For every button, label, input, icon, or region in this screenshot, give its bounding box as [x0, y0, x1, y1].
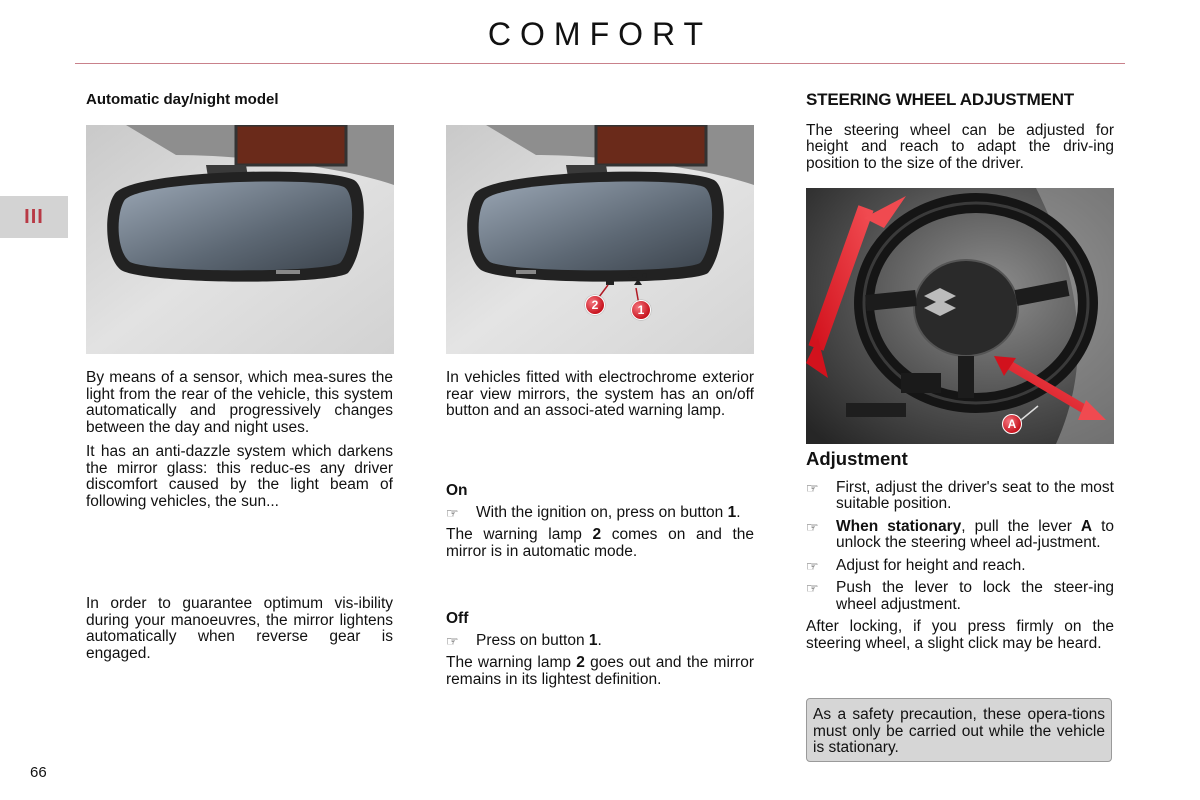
right-heading: STEERING WHEEL ADJUSTMENT [806, 90, 1074, 109]
off-paragraph: The warning lamp 2 goes out and the mirror remains in its lightest definition. [446, 654, 754, 688]
left-text [86, 370, 393, 518]
left-text-2 [86, 596, 393, 670]
adjust-bullet-4-text: Push the lever to lock the steer-ing wheel adjustment. [836, 579, 1114, 613]
auto-label: AUTO [628, 273, 648, 280]
adjust-bullet-2 [806, 519, 1114, 552]
right-intro: The steering wheel can be adjusted for height and reach to adapt the driv-ing position to the size of the driver. [806, 121, 1114, 172]
adjust-bullet-2-text: When stationary, pull the lever A to unlock the steering wheel ad-justment. [836, 517, 1115, 551]
on-heading: On [446, 482, 468, 499]
safety-note: As a safety precaution, these opera-tions must only be carried out while the vehicle is stationary. [806, 698, 1112, 762]
off-bullet [446, 633, 754, 650]
off-heading: Off [446, 610, 469, 627]
on-section [446, 483, 754, 568]
left-paragraph-2: It has an anti-dazzle system which darkens the mirror glass: this reduc-es any driver discomfort caused by the light beam of following vehicles, the sun... [86, 443, 393, 510]
adjust-bullet-4 [806, 580, 1114, 613]
page-title: COMFORT [487, 16, 713, 52]
pointing-hand-icon: ☞ [806, 580, 819, 596]
pointing-hand-icon: ☞ [446, 504, 459, 521]
adjust-bullet-1-text: First, adjust the driver's seat to the most suitable position. [836, 478, 1114, 512]
steering-wheel-image [806, 188, 1114, 444]
adjust-bullet-1 [806, 480, 1114, 513]
callout-2: 2 [585, 295, 605, 315]
on-paragraph: The warning lamp 2 comes on and the mirror is in automatic mode. [446, 526, 754, 560]
adjust-bullet-3-text: Adjust for height and reach. [836, 556, 1026, 574]
left-paragraph-3: In order to guarantee optimum vis-ibility during your manoeuvres, the mirror lightens automatically when reverse gear is engaged. [86, 595, 393, 662]
on-bullet-text: With the ignition on, press on button 1. [476, 503, 741, 521]
callout-1: 1 [631, 300, 651, 320]
pointing-hand-icon: ☞ [446, 632, 459, 649]
mirror-image-left [86, 125, 394, 354]
title-rule [75, 63, 1125, 64]
left-heading: Automatic day/night model [86, 91, 279, 108]
left-column [86, 92, 393, 109]
right-adjustment [806, 448, 1115, 660]
right-column-top [806, 92, 1114, 180]
after-locking-text: After locking, if you press firmly on the steering wheel, a slight click may be heard. [806, 618, 1114, 652]
left-paragraph-1: By means of a sensor, which mea-sures the light from the rear of the vehicle, this system automatically and progressively changes between the day and night uses. [86, 369, 393, 436]
mirror-image-buttons [446, 125, 754, 354]
page-number: 66 [30, 764, 47, 781]
pointing-hand-icon: ☞ [806, 518, 819, 535]
off-section [446, 611, 754, 696]
adjustment-heading: Adjustment [806, 448, 908, 469]
pointing-hand-icon: ☞ [806, 479, 819, 496]
section-tab[interactable]: III [0, 196, 68, 238]
off-bullet-text: Press on button 1. [476, 631, 602, 649]
middle-intro [446, 370, 754, 428]
lever-a-callout: A [1002, 414, 1022, 434]
pointing-hand-icon: ☞ [806, 557, 819, 574]
adjust-bullet-3 [806, 558, 1114, 575]
on-bullet [446, 505, 754, 522]
middle-intro-text: In vehicles fitted with electrochrome exterior rear view mirrors, the system has an on/off button and an associ-ated warning lamp. [446, 369, 754, 419]
